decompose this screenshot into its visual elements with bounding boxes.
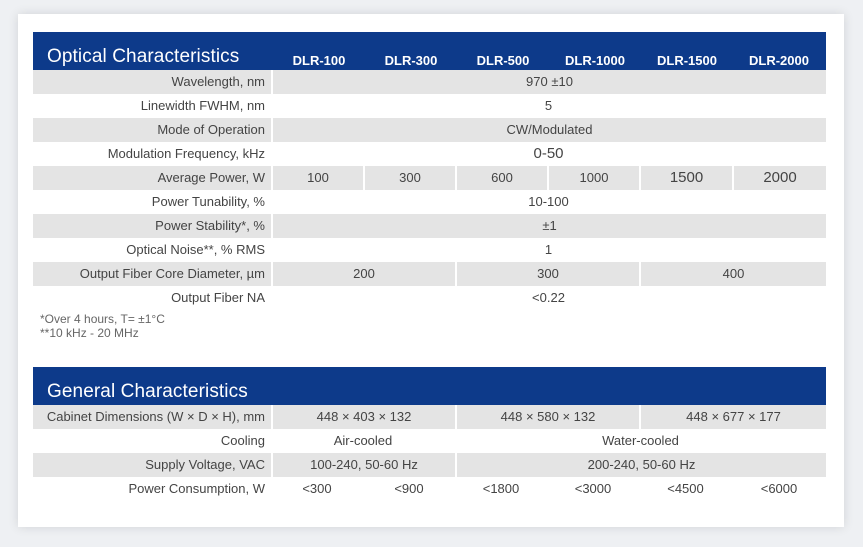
row-value: CW/Modulated <box>271 118 826 142</box>
row-value: 970 ±10 <box>271 70 826 94</box>
table-row <box>33 405 826 429</box>
row-value: 448 × 677 × 177 <box>639 405 826 429</box>
row-value: 300 <box>455 262 639 286</box>
table-row <box>33 166 826 190</box>
table-row <box>33 94 826 118</box>
table-row <box>33 214 826 238</box>
model-header-dlr-300: DLR-300 <box>384 53 438 68</box>
row-value: 2000 <box>732 166 826 190</box>
row-label: Cooling <box>220 433 265 448</box>
row-label: Supply Voltage, VAC <box>145 457 265 472</box>
optical-header <box>33 32 826 70</box>
row-value: 0-50 <box>533 145 564 162</box>
row-value: 10-100 <box>528 194 569 209</box>
footnote-noise: **10 kHz - 20 MHz <box>40 326 139 340</box>
table-row <box>33 70 826 94</box>
model-header-dlr-1000: DLR-1000 <box>565 53 625 68</box>
table-row <box>33 118 826 142</box>
row-value: Water-cooled <box>602 433 679 448</box>
row-label: Cabinet Dimensions (W × D × H), mm <box>46 409 265 424</box>
table-row <box>33 190 826 214</box>
row-value: Air-cooled <box>333 433 393 448</box>
row-value: 1000 <box>547 166 639 190</box>
row-label: Optical Noise**, % RMS <box>126 242 265 257</box>
table-row <box>33 477 826 501</box>
table-row <box>33 238 826 262</box>
optical-characteristics-table <box>33 32 826 310</box>
row-label: Wavelength, nm <box>171 74 265 89</box>
row-value: 400 <box>639 262 826 286</box>
general-title: General Characteristics <box>47 381 248 402</box>
row-value: 448 × 580 × 132 <box>455 405 639 429</box>
row-label: Output Fiber Core Diameter, µm <box>79 266 265 281</box>
row-value: ±1 <box>271 214 826 238</box>
model-header-dlr-100: DLR-100 <box>292 53 346 68</box>
general-header <box>33 367 826 405</box>
model-header-dlr-2000: DLR-2000 <box>749 53 809 68</box>
row-value: 5 <box>544 98 553 113</box>
row-value: 1500 <box>639 166 732 190</box>
row-value: 600 <box>455 166 547 190</box>
row-value: <0.22 <box>532 290 565 305</box>
row-label: Power Tunability, % <box>151 194 265 209</box>
row-value: <3000 <box>574 481 612 496</box>
footnotes <box>40 312 165 340</box>
row-value: <6000 <box>760 481 798 496</box>
model-header-dlr-1500: DLR-1500 <box>657 53 717 68</box>
row-value: 100-240, 50-60 Hz <box>271 453 455 477</box>
row-label: Linewidth FWHM, nm <box>140 98 265 113</box>
row-value: <1800 <box>482 481 520 496</box>
footnote-stability: *Over 4 hours, T= ±1°C <box>40 312 165 326</box>
row-value: 300 <box>363 166 455 190</box>
general-characteristics-table <box>33 367 826 501</box>
row-label: Output Fiber NA <box>171 290 265 305</box>
row-value: <4500 <box>667 481 704 496</box>
row-value: 448 × 403 × 132 <box>271 405 455 429</box>
row-value: <900 <box>394 481 424 496</box>
row-value: 200-240, 50-60 Hz <box>455 453 826 477</box>
spec-card <box>18 14 844 527</box>
row-label: Power Stability*, % <box>155 218 265 233</box>
row-label: Mode of Operation <box>157 122 265 137</box>
table-row <box>33 453 826 477</box>
row-value: 1 <box>544 242 553 257</box>
row-label: Average Power, W <box>157 170 265 185</box>
table-row <box>33 429 826 453</box>
row-value: 200 <box>271 262 455 286</box>
row-label: Modulation Frequency, kHz <box>107 146 265 161</box>
optical-title: Optical Characteristics <box>47 46 240 67</box>
row-value: 100 <box>271 166 363 190</box>
row-value: <300 <box>302 481 332 496</box>
row-label: Power Consumption, W <box>128 481 265 496</box>
model-header-dlr-500: DLR-500 <box>476 53 530 68</box>
table-row <box>33 286 826 310</box>
table-row <box>33 142 826 166</box>
table-row <box>33 262 826 286</box>
